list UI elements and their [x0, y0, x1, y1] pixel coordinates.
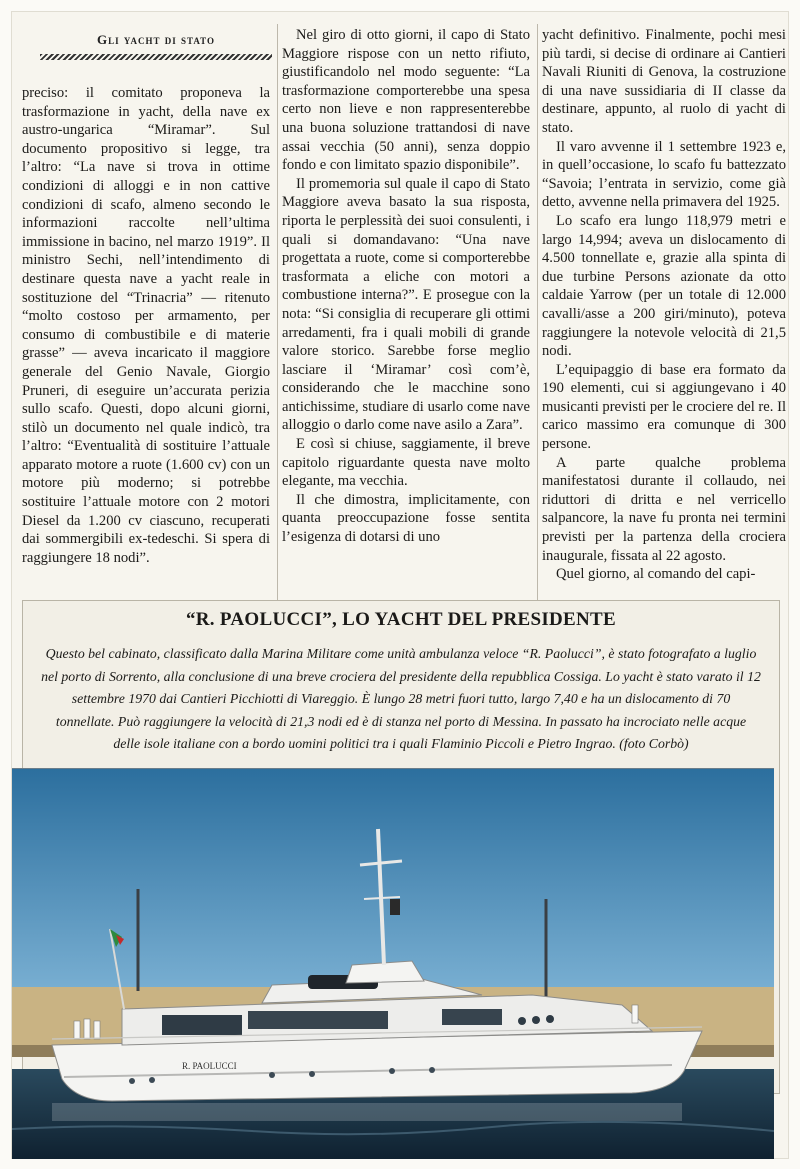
hull-name: R. PAOLUCCI	[182, 1061, 237, 1071]
section-label: Gli yacht di stato	[96, 32, 216, 47]
paragraph: Quel giorno, al comando del capi-	[556, 566, 756, 583]
paragraph: Il che dimostra, implicitamente, con quanta preoccupazione fosse sentita l’esigenza di dotarsi di uno	[282, 491, 530, 546]
sidebar-caption: Questo bel cabinato, classificato dalla Marina Militare come unità ambulanza veloce “R. Paolucci”, è stato fotografato a luglio nel porto di Sorrento, alla conclusione di una breve crociera del presidente della repubblica Cossiga. Lo yacht è stato varato il 12 settembre 1970 dai Cantieri Picchiotti di Viareggio. È lungo 28 metri fuori tutto, largo 7,40 e ha un dislocamento di 70 tonnellate. Può raggiungere la velocità di 21,3 nodi ed è di stanza nel porto di Messina. In passato ha incrociato nelle acque delle isole italiane con a bordo uomini politici tra i quali Flaminio Piccoli e Pietro Ingrao. (foto Corbò)	[41, 646, 761, 751]
sidebar-title: “R. PAOLUCCI”, LO YACHT DEL PRESIDENTE	[185, 609, 616, 630]
text-column-2	[282, 26, 530, 547]
paragraph: Il varo avvenne il 1 settembre 1923 e, in quell’occasione, lo scafo fu battezzato “Savoia; l’entrata in servizio, come già detto, avvenne nella primavera del 1925.	[542, 138, 786, 211]
paragraph: E così si chiuse, saggiamente, il breve capitolo riguardante questa nave molto elegante, ma vecchia.	[282, 436, 530, 490]
text-column-1	[22, 84, 270, 567]
running-header	[40, 32, 272, 60]
column-rule	[277, 24, 278, 602]
paragraph: A parte qualche problema manifestatosi durante il collaudo, nei riduttori di dritta e nel verricello salpancore, la nave fu pronta nei termini previsti per la partenza della crociera inaugurale, fissata al 22 agosto.	[542, 454, 786, 564]
paragraph: Il promemoria sul quale il capo di Stato Maggiore aveva basato la sua risposta, riporta le perplessità dei suoi consulenti, i quali si domandavano: “Una nave progettata a ruote, come si comporterebbe trasformata a eliche con motori a combustione interna?”. E prosegue con la nota: “Si consiglia di recuperare gli ottimi arredamenti, fra i quali mobili di grande valore storico. Sarebbe forse meglio lasciare il ‘Miramar’ così com’è, considerando che le macchine sono antichissime, studiare di usarlo come nave alloggio o darlo come nave asilo a Zara”.	[282, 175, 530, 434]
column-rule	[537, 24, 538, 602]
paragraph: preciso: il comitato proponeva la trasformazione in yacht, della nave ex austro-ungarica “Miramar”. Sul documento propositivo si legge, tra l’altro: “La nave si trova in ottime condizioni di alloggi e in non cattive condizioni di scafo, almeno secondo le informazioni raccolte nell’ultima immissione in bacino, nel marzo 1919”. Il ministro Sechi, nell’intendimento di destinare questa nave a yacht reale in sostituzione del “Trinacria” — ritenuto “molto costoso per armamento, per consumo di combustibile e di materie grasse” — aveva incaricato il maggiore generale del Genio Navale, Giorgio Pruneri, di eseguire un’accurata perizia sullo scafo. Questi, dopo alcuni giorni, stilò un documento nel quale indicò, tra l’altro: “Eventualità di sostituire l’attuale apparato motore a ruote (1.600 cv) con un motore più moderno; si potrebbe sostituire l’attuale motore con 2 motori Diesel da 1.200 cv ciascuno, recuperati dai sommergibili ex-tedeschi. Si spera di raggiungere 18 nodi”.	[22, 85, 270, 566]
yacht-photo	[12, 768, 774, 1159]
yacht-illustration	[12, 769, 774, 1159]
paragraph: yacht definitivo. Finalmente, pochi mesi più tardi, si decise di ordinare ai Cantieri Navali Riuniti di Genova, la costruzione di una nave sussidiaria di II classe da destinare, appunto, al ruolo di yacht di stato.	[542, 27, 786, 136]
paragraph: Lo scafo era lungo 118,979 metri e largo 14,994; aveva un dislocamento di 4.500 tonnellate e, grazie alla spinta di due turbine Persons azionate da otto caldaie Yarrow (per un totale di 12.000 cavalli/asse a 200 giri/minuto), poteva raggiungere la notevole velocità di 21,5 nodi.	[542, 212, 786, 360]
paragraph: L’equipaggio di base era formato da 190 elementi, cui si aggiungevano i 40 musicanti previsti per le crociere del re. Il carico massimo era comunque di 300 persone.	[542, 361, 786, 453]
text-column-3	[542, 26, 786, 584]
header-hatch-rule	[40, 54, 272, 60]
paragraph: Nel giro di otto giorni, il capo di Stato Maggiore rispose con un netto rifiuto, giustificandolo nel modo seguente: “La trasformazione comporterebbe una spesa certo non lieve e non rappresenterebbe una buona soluzione trattandosi di nave assai vecchia (50 anni), senza doppio fondo e con limitato spazio disponibile”.	[282, 27, 530, 174]
